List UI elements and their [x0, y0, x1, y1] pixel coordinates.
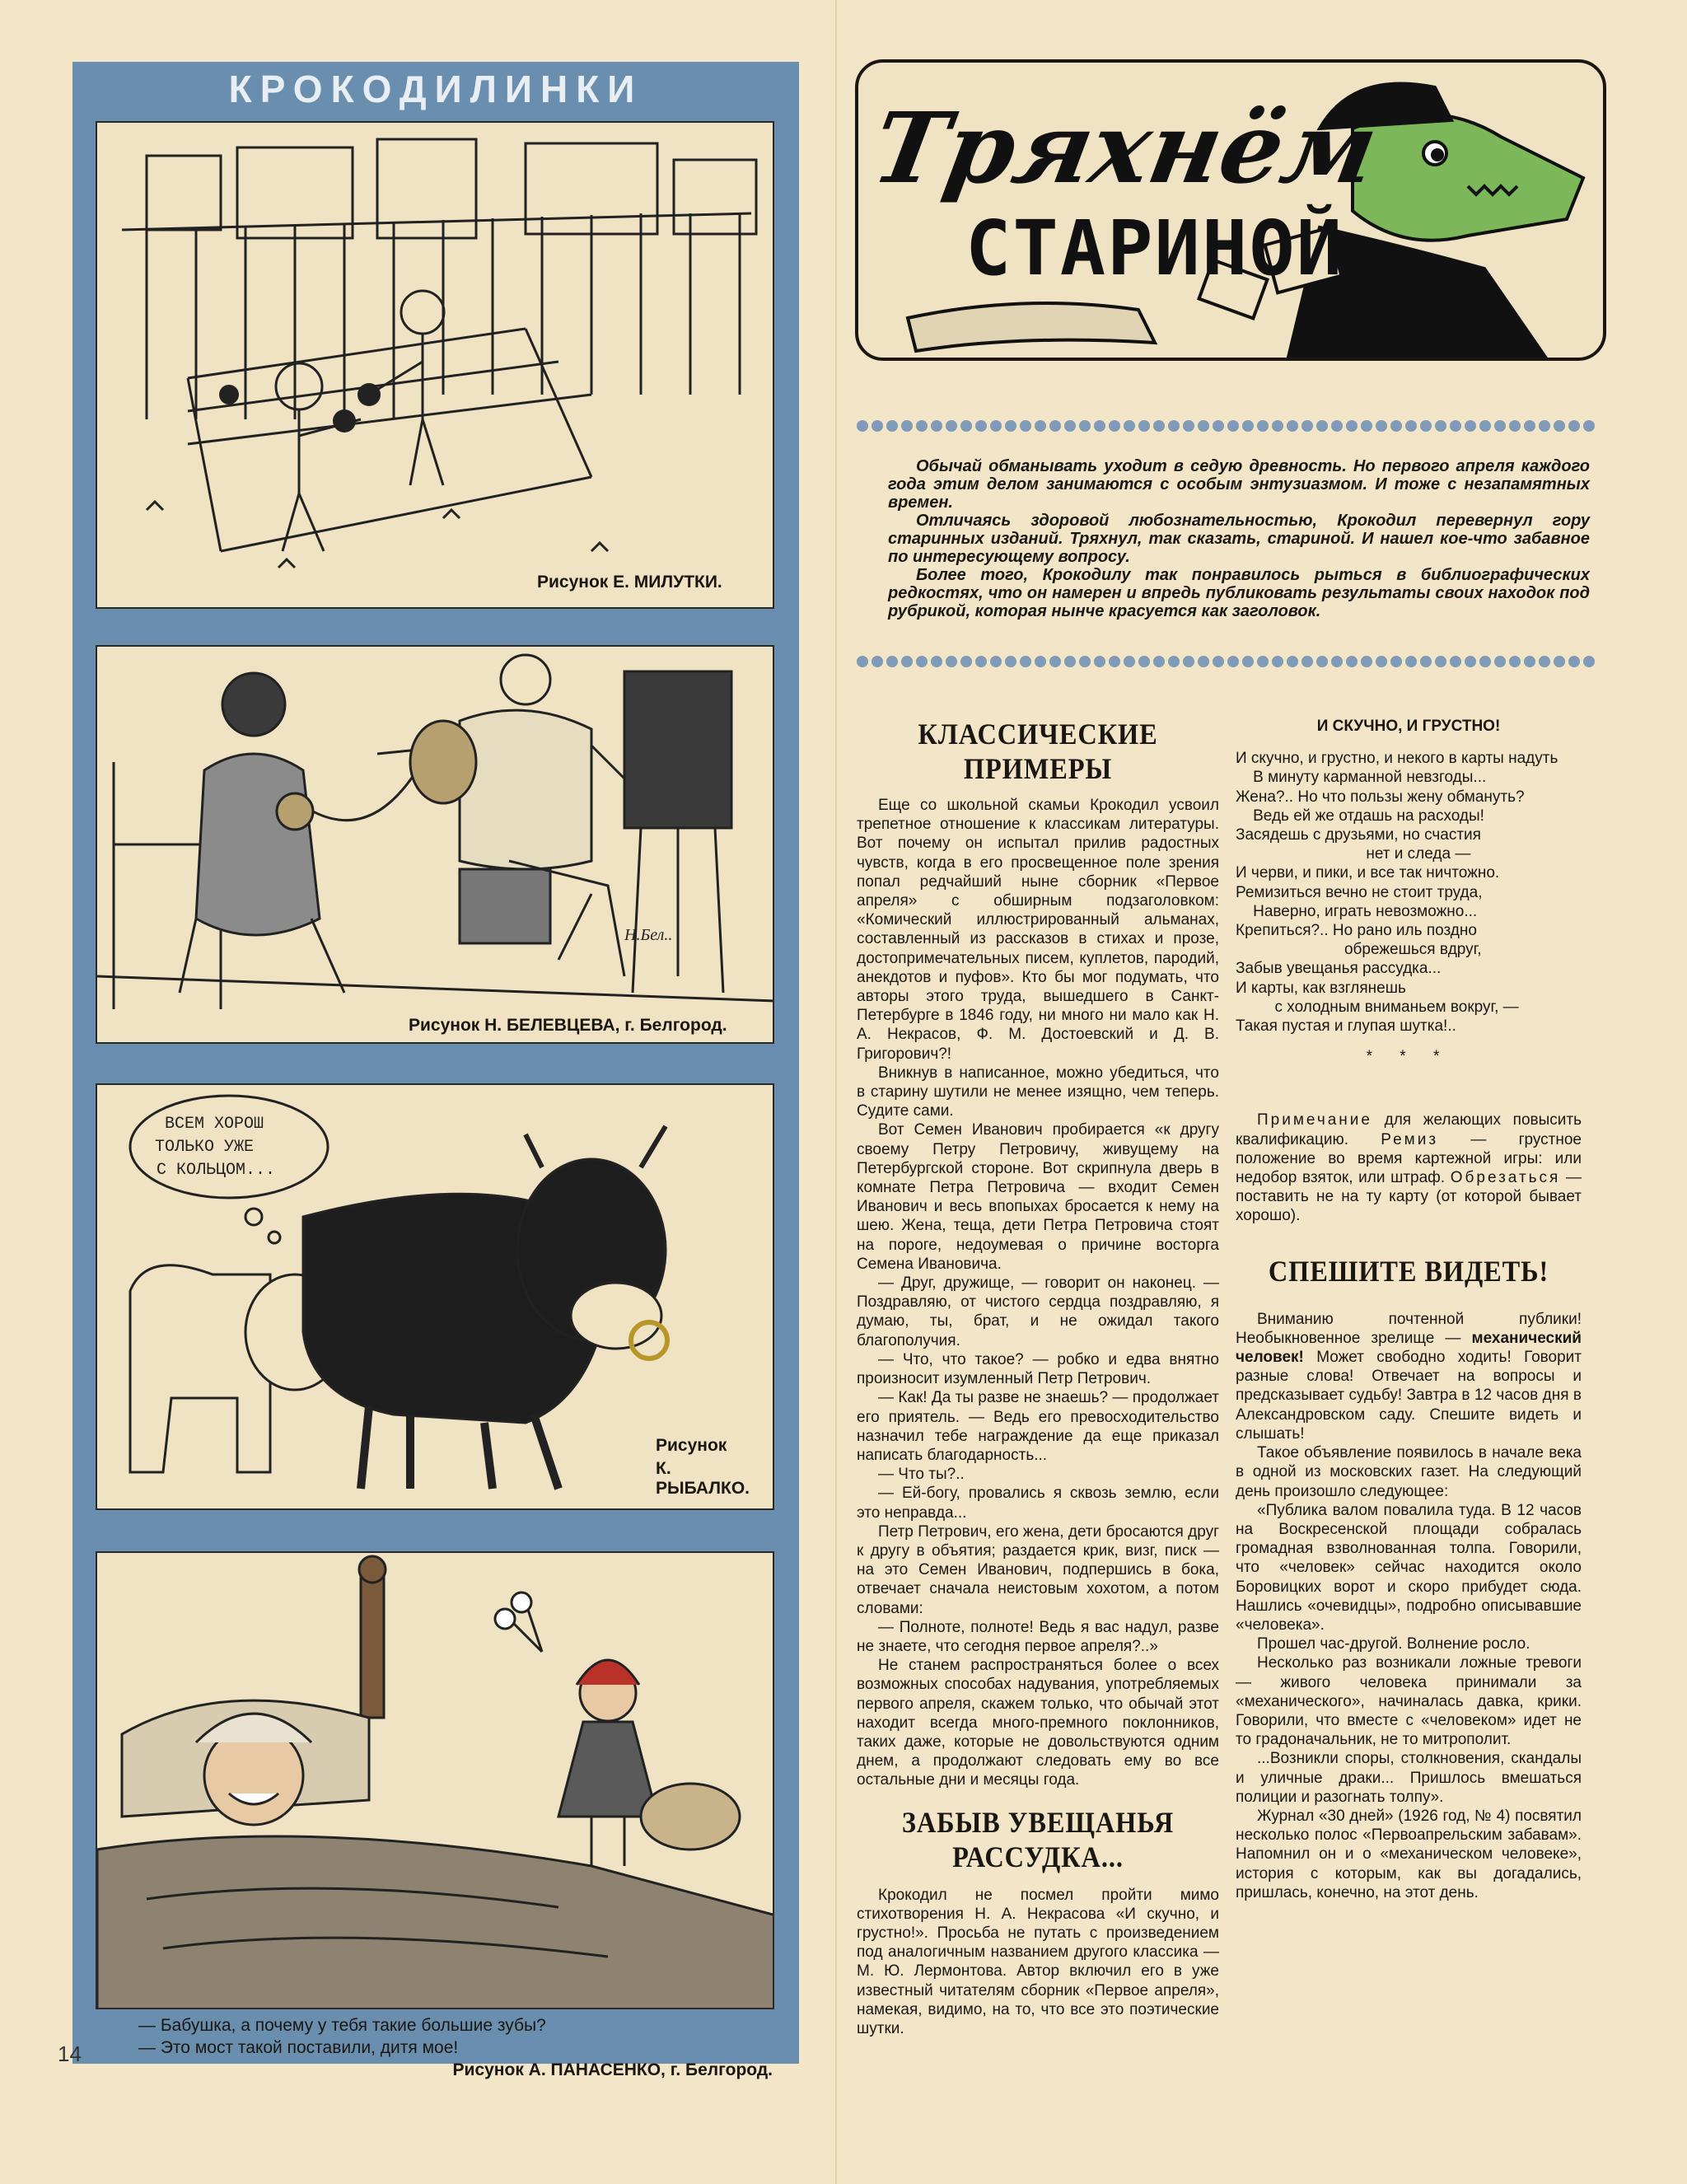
divider-dot	[1583, 420, 1595, 432]
cartoon-bull-and-cow	[96, 1083, 774, 1510]
divider-dot	[1168, 420, 1180, 432]
divider-dot	[1272, 656, 1283, 667]
divider-dot	[1509, 420, 1521, 432]
divider-dot	[975, 656, 987, 667]
divider-dot	[1539, 420, 1550, 432]
article-paragraph: ...Возникли споры, столкновения, скандалы и уличные драки... Пришлось вмешаться полиции и разогнать толпу».	[1236, 1750, 1582, 1806]
caption-line-2: — Это мост такой поставили, дитя мое!	[138, 2038, 459, 2057]
page-gutter	[835, 0, 837, 2184]
divider-dot	[1450, 420, 1461, 432]
divider-dot	[1376, 656, 1387, 667]
divider-dot	[1198, 420, 1209, 432]
dot-divider-bottom	[857, 656, 1606, 674]
poem-line: И черви, и пики, и все так ничтожно.	[1236, 864, 1500, 882]
footnote-text: — грустное положение во время картежной игры: или недобор взяток, или штраф.	[1236, 1130, 1582, 1187]
page-number: 14	[58, 2041, 82, 2066]
poem-line: нет и следа —	[1236, 845, 1471, 863]
divider-dot	[1153, 656, 1165, 667]
divider-dot	[1094, 420, 1105, 432]
caption-milutka: Рисунок Е. МИЛУТКИ.	[532, 571, 727, 594]
divider-dot	[1109, 420, 1120, 432]
poem	[1236, 749, 1582, 1036]
divider-dot	[1554, 420, 1565, 432]
divider-dot	[1420, 420, 1432, 432]
caption-panasenko: Рисунок А. ПАНАСЕНКО, г. Белгород.	[452, 2060, 773, 2079]
divider-dot	[1316, 656, 1328, 667]
divider-dot	[1064, 420, 1076, 432]
divider-dot	[916, 656, 928, 667]
divider-dot	[1435, 420, 1446, 432]
divider-dot	[931, 420, 942, 432]
divider-dot	[857, 420, 868, 432]
article-paragraph: Несколько раз возникали ложные тревоги — живого человека принимали за «механического», начиналась давка, крики. Говорили, что вместе с «человеком» идет не то градоначальник, не то митрополит.	[1236, 1654, 1582, 1749]
divider-dot	[990, 656, 1002, 667]
poem-line: И скучно, и грустно, и некого в карты надуть	[1236, 750, 1558, 768]
divider-dot	[1346, 656, 1358, 667]
article-paragraph: Петр Петрович, его жена, дети бросаются друг к другу в объятия; раздается крик, визг, писк — на это Семен Иванович, подпершись в бока, отвечает сначала неистовым хохотом, а потом словами:	[857, 1522, 1219, 1617]
divider-dot	[1287, 420, 1298, 432]
caption-rybalko-1: Рисунок	[651, 1434, 731, 1457]
divider-dot	[931, 656, 942, 667]
divider-dot	[946, 656, 957, 667]
footnote-text: для желающих повысить квалификацию.	[1236, 1111, 1582, 1148]
divider-dot	[1361, 656, 1372, 667]
article-paragraph	[1236, 1310, 1582, 1443]
article-heading-classic: КЛАССИЧЕСКИЕ ПРИМЕРЫ	[918, 718, 1158, 785]
dot-divider-top	[857, 420, 1606, 438]
divider-dot	[1153, 420, 1165, 432]
divider-dot	[1539, 656, 1550, 667]
divider-dot	[1301, 420, 1313, 432]
divider-dot	[1242, 656, 1254, 667]
caption-line-1: — Бабушка, а почему у тебя такие большие зубы?	[138, 2016, 546, 2035]
poem-line: Крепиться?.. Но рано иль поздно	[1236, 922, 1477, 940]
divider-dot	[1049, 656, 1061, 667]
article-paragraph: — Как! Да ты разве не знаешь? — продолжает его приятель. — Ведь его превосходительство назначил тебе награждение да еще приказал написать благодарность...	[857, 1389, 1219, 1464]
divider-dot	[1287, 656, 1298, 667]
divider-dot	[1465, 420, 1476, 432]
poem-line: с холодным вниманьем вокруг, —	[1236, 998, 1519, 1016]
article-paragraph: Вникнув в написанное, можно убедиться, что в старину шутили не менее изящно, чем теперь. Судите сами.	[857, 1064, 1219, 1120]
grandma-caption	[138, 2014, 781, 2081]
divider-dot	[1213, 656, 1224, 667]
divider-dot	[1005, 656, 1016, 667]
divider-dot	[1020, 656, 1031, 667]
divider-dot	[1138, 656, 1150, 667]
ad-text: Может свободно ходить! Говорит разные слова! Отвечает на вопросы и предсказывает судьбу! Завтра в 12 часов дня в Александровском саду. Спешите видеть и слышать!	[1236, 1349, 1582, 1443]
footnote-label: Примечание	[1257, 1111, 1372, 1129]
divider-dot	[886, 420, 898, 432]
divider-dot	[1554, 656, 1565, 667]
poem-line: Наверно, играть невозможно...	[1236, 902, 1478, 920]
bubble-line-2: ТОЛЬКО УЖЕ	[155, 1138, 255, 1157]
footnote	[1236, 1111, 1582, 1225]
divider-dot	[1524, 420, 1535, 432]
poem-line: Забыв увещанья рассудка...	[1236, 960, 1442, 978]
divider-dot	[1094, 656, 1105, 667]
divider-dot	[1583, 656, 1595, 667]
divider-dot	[1316, 420, 1328, 432]
ad-highlight: механический человек!	[1236, 1329, 1582, 1367]
divider-dot	[1064, 656, 1076, 667]
yarn-couple-illustration	[97, 647, 774, 1044]
divider-dot	[1183, 420, 1194, 432]
cartoon-boxing-ring	[96, 121, 774, 609]
divider-dot	[990, 420, 1002, 432]
divider-dot	[916, 420, 928, 432]
divider-dot	[1479, 420, 1491, 432]
footnote-text: — поставить не на ту карту (от которой бывает хорошо).	[1236, 1169, 1582, 1225]
cartoon-panel	[72, 62, 799, 2079]
divider-dot	[1257, 420, 1269, 432]
intro-paragraph: Отличаясь здоровой любознательностью, Крокодил перевернул гору старинных изданий. Тряхнул, так сказать, стариной. И нашел кое-что забавное по интересующему вопросу.	[888, 512, 1590, 566]
poem-line: И карты, как взглянешь	[1236, 979, 1406, 997]
poem-title: И СКУЧНО, И ГРУСТНО!	[1316, 718, 1501, 735]
column-left	[857, 717, 1219, 2038]
divider-dot	[901, 656, 913, 667]
divider-dot	[1124, 656, 1135, 667]
divider-dot	[960, 420, 972, 432]
intro-paragraph: Более того, Крокодилу так понравилось рыться в библиографических редкостях, что он намерен и впредь публиковать результаты своих находок под рубрикой, которая нынче красуется как заголовок.	[888, 566, 1590, 620]
divider-dot	[1420, 656, 1432, 667]
divider-dot	[872, 420, 883, 432]
divider-dot	[1568, 420, 1580, 432]
article-paragraph: — Ей-богу, провались я сквозь землю, если это неправда...	[857, 1485, 1219, 1522]
divider-dot	[1138, 420, 1150, 432]
divider-dot	[1331, 420, 1343, 432]
divider-dot	[872, 656, 883, 667]
caption-rybalko-2: К. РЫБАЛКО.	[651, 1457, 773, 1500]
divider-dot	[1494, 420, 1506, 432]
divider-dot	[1198, 656, 1209, 667]
divider-dot	[857, 656, 868, 667]
divider-dot	[1331, 656, 1343, 667]
poem-line: Ремизиться вечно не стоит труда,	[1236, 883, 1483, 901]
article-paragraph: Не станем распространяться более о всех возможных способах надувания, употребляемых первого апреля, скажем только, что обычай этот находит всегда много-премного поклонников, таких даже, которые не довольствуются одним днем, а продолжают следовать ему во все остальные дни и месяцы года.	[857, 1657, 1219, 1789]
divider-dot	[1020, 420, 1031, 432]
divider-dot	[1005, 420, 1016, 432]
cartoon-yarn-couple	[96, 645, 774, 1044]
poem-line: В минуту карманной невзгоды...	[1236, 769, 1487, 787]
column-right	[1236, 717, 1582, 1902]
divider-dot	[1465, 656, 1476, 667]
intro-paragraph: Обычай обманывать уходит в седую древность. Но первого апреля каждого года этим делом занимаются с особым энтузиазмом. И тоже с незапамятных времен.	[888, 457, 1590, 512]
article-paragraph: Вот Семен Иванович пробирается «к другу своему Петру Петровичу, живущему на Петербургской стороне. Вот скрипнула дверь в комнате Петра Петровича — входит Семен Иванович и весь впопыхах бросается к нему на шею. Жена, теща, дети Петра Петровича стоят на пороге, недоумевая о причине восторга Семена Ивановича.	[857, 1121, 1219, 1273]
grandma-illustration	[97, 1553, 774, 2009]
article-paragraph: «Публика валом повалила туда. В 12 часов на Воскресенской площади собралась громадная взволнованная толпа. Говорили, что «человек» сейчас находится около Боровицких ворот и скоро прибудет сюда. Нашлись «очевидцы», подробно описывавшие «человека».	[1236, 1501, 1582, 1634]
divider-dot	[1405, 656, 1417, 667]
masthead	[855, 59, 1606, 361]
divider-dot	[1479, 656, 1491, 667]
divider-dot	[960, 656, 972, 667]
section-stars: * * *	[1366, 1048, 1451, 1066]
divider-dot	[1079, 420, 1091, 432]
divider-dot	[1405, 420, 1417, 432]
divider-dot	[1435, 656, 1446, 667]
divider-dot	[1049, 420, 1061, 432]
divider-dot	[1035, 656, 1046, 667]
divider-dot	[1124, 420, 1135, 432]
divider-dot	[886, 656, 898, 667]
bubble-line-3: С КОЛЬЦОМ...	[157, 1161, 276, 1180]
divider-dot	[1376, 420, 1387, 432]
cartoon-signature: Н.Бел..	[624, 926, 673, 944]
divider-dot	[1183, 656, 1194, 667]
poem-line: Жена?.. Но что пользы жену обмануть?	[1236, 788, 1525, 806]
article-paragraph: — Полноте, полноте! Ведь я вас надул, разве не знаете, что сегодня первое апреля?..»	[857, 1618, 1219, 1655]
divider-dot	[1494, 656, 1506, 667]
article-paragraph: Журнал «30 дней» (1926 год, № 4) посвятил несколько полос «Первоапрельским забавам». Напомнил он и о «механическом человеке», история с которым, как вы догадались, пришлась, конечно, на этот день.	[1236, 1807, 1582, 1901]
divider-dot	[1213, 420, 1224, 432]
divider-dot	[1242, 420, 1254, 432]
article-heading-forgetting: ЗАБЫВ УВЕЩАНЬЯ РАССУДКА...	[901, 1805, 1175, 1873]
article-paragraph: — Что ты?..	[878, 1466, 965, 1484]
article-paragraph: Крокодил не посмел пройти мимо стихотворения Н. А. Некрасова «И скучно, и грустно!». Просьба не путать с произведением под аналогичным названием другого классика — М. Ю. Лермонтова. Автор включил его в уже известный читателям сборник «Первое апреля», намекая, видимо, на то, что все это поэтические шутки.	[857, 1886, 1219, 2037]
divider-dot	[1346, 420, 1358, 432]
intro-text	[888, 457, 1590, 620]
article-paragraph: Прошел час-другой. Волнение росло.	[1257, 1635, 1530, 1653]
divider-dot	[1450, 656, 1461, 667]
divider-dot	[1301, 656, 1313, 667]
divider-dot	[1227, 420, 1239, 432]
divider-dot	[946, 420, 957, 432]
article-paragraph: Еще со школьной скамьи Крокодил усвоил трепетное отношение к классикам литературы. Вот почему он испытал прилив радостных чувств, когда в его просвещенное поле зрения попал редчайший ныне сборник «Первое апреля» с обширным подзаголовком: «Комический иллюстрированный альманах, составленный из рассказов в стихах и прозе, достопримечательных писем, куплетов, пародий, анекдотов и пуфов». Кто бы мог подумать, что авторы этого труда, вышедшего в Санкт-Петербурге в 1846 году, ни много ни мало как Н. А. Некрасов, Ф. М. Достоевский и Д. В. Григорович?!	[857, 797, 1219, 1063]
masthead-line-2: СТАРИНОЙ	[965, 204, 1344, 292]
divider-dot	[1109, 656, 1120, 667]
divider-dot	[1272, 420, 1283, 432]
bubble-line-1: ВСЕМ ХОРОШ	[165, 1115, 264, 1134]
divider-dot	[901, 420, 913, 432]
footnote-term: Ремиз	[1381, 1130, 1439, 1148]
article-paragraph: Такое объявление появилось в начале века в одной из московских газет. На следующий день произошло следующее:	[1236, 1444, 1582, 1500]
divider-dot	[1361, 420, 1372, 432]
divider-dot	[1390, 656, 1402, 667]
poem-line: Такая пустая и глупая шутка!..	[1236, 1017, 1456, 1036]
cartoon-grandma	[96, 1551, 774, 2009]
article-paragraph: — Что, что такое? — робко и едва внятно произносит изумленный Петр Петрович.	[857, 1350, 1219, 1388]
divider-dot	[1079, 656, 1091, 667]
divider-dot	[1568, 656, 1580, 667]
poem-line: Засядешь с друзьями, но счастия	[1236, 826, 1481, 844]
divider-dot	[1168, 656, 1180, 667]
masthead-line-1: Тряхнём	[864, 91, 1386, 205]
article-heading-hurry: СПЕШИТЕ ВИДЕТЬ!	[1268, 1254, 1549, 1288]
poem-line: обрежешься вдруг,	[1236, 941, 1482, 959]
divider-dot	[1227, 656, 1239, 667]
divider-dot	[1524, 656, 1535, 667]
poem-line: Ведь ей же отдашь на расходы!	[1236, 807, 1484, 825]
article-paragraph: — Друг, дружище, — говорит он наконец. — Поздравляю, от чистого сердца поздравляю, я думаю, ты, брат, и не ожидал такого благополучия.	[857, 1274, 1219, 1349]
caption-belevtsev: Рисунок Н. БЕЛЕВЦЕВА, г. Белгород.	[404, 1014, 732, 1037]
divider-dot	[1257, 656, 1269, 667]
section-title: КРОКОДИЛИНКИ	[228, 68, 643, 110]
divider-dot	[1390, 420, 1402, 432]
divider-dot	[1035, 420, 1046, 432]
footnote-term: Обрезаться	[1450, 1169, 1561, 1187]
boxing-ring-illustration	[97, 123, 774, 609]
divider-dot	[975, 420, 987, 432]
ad-text: Вниманию почтенной публики! Необыкновенное зрелище —	[1236, 1310, 1582, 1347]
divider-dot	[1509, 656, 1521, 667]
